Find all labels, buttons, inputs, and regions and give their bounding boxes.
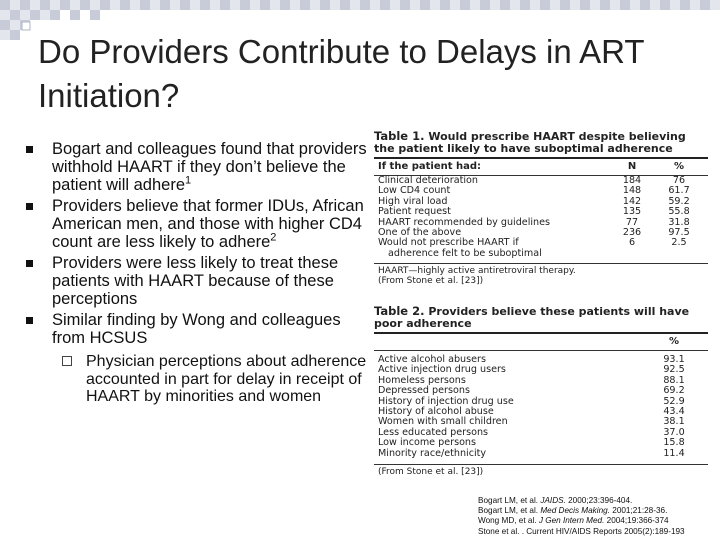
- table-cell: 59.2: [668, 195, 690, 207]
- table-cell: Homeless persons: [378, 374, 466, 386]
- square-bullet-icon: [26, 317, 33, 324]
- table-footnote: [374, 264, 708, 288]
- reference-citation: 2000;23:396-404.: [565, 496, 633, 505]
- table-cell: HAART recommended by guidelines: [378, 216, 551, 228]
- table-cell: Minority race/ethnicity: [378, 447, 487, 459]
- table-cell: 92.5: [663, 364, 685, 376]
- column-header: %: [673, 161, 685, 172]
- table-caption: [374, 130, 708, 155]
- bullet-list: [24, 140, 374, 406]
- square-bullet-icon: [26, 146, 33, 153]
- table-cell: 135: [622, 206, 642, 218]
- bullet-text: Similar finding by Wong and colleagues from HCSUS: [52, 311, 341, 347]
- footnote-ref: 1: [185, 174, 192, 187]
- square-bullet-icon: [26, 203, 33, 210]
- table-cell: 37.0: [663, 426, 685, 438]
- table-cell: Depressed persons: [378, 385, 470, 397]
- reference-item: [478, 506, 716, 516]
- column-header: N: [627, 161, 637, 172]
- table-caption: [374, 305, 708, 330]
- table-cell: 11.4: [663, 447, 685, 459]
- column-header: [378, 336, 644, 347]
- reference-item: [478, 496, 716, 506]
- table-header: [374, 159, 708, 173]
- table-cell: Would not prescribe HAART if: [378, 237, 519, 249]
- table-cell: One of the above: [378, 227, 462, 239]
- table-header: [374, 334, 708, 348]
- table-cell: Clinical deterioration: [378, 175, 478, 186]
- table-row: [374, 249, 708, 259]
- table-cell: [654, 249, 704, 259]
- table-cell: 55.8: [668, 206, 690, 218]
- square-bullet-icon: [26, 260, 33, 267]
- table-cell: 76: [672, 175, 686, 186]
- footnote-source: (From Stone et al. [23]): [378, 276, 484, 287]
- table-cell: High viral load: [378, 195, 448, 207]
- table-cell: 184: [622, 175, 642, 186]
- table-cell: Low income persons: [378, 437, 477, 449]
- reference-journal: JAIDS.: [540, 496, 566, 505]
- table-cell: 31.8: [668, 216, 690, 228]
- table-cell: 142: [622, 195, 642, 207]
- table-cell: Less educated persons: [378, 426, 489, 438]
- slide-title: Do Providers Contribute to Delays in ART Initiation?: [38, 33, 644, 114]
- column-header: If the patient had:: [378, 161, 482, 172]
- table-cell: Active injection drug users: [378, 364, 506, 376]
- table-cell: Active alcohol abusers: [378, 354, 486, 365]
- table-cell: 148: [622, 185, 642, 197]
- table-cell: 88.1: [663, 374, 685, 386]
- table-cell: 43.4: [663, 406, 685, 418]
- column-header: %: [668, 336, 680, 347]
- reference-citation: 2004;19:366-374: [604, 516, 669, 526]
- bullet-text: Providers were less likely to treat these patients with HAART because of these perceptions: [52, 254, 339, 308]
- reference-item: [478, 516, 716, 526]
- table-cell: 236: [622, 227, 642, 239]
- table-cell: 69.2: [663, 385, 685, 397]
- table-1: [374, 130, 708, 298]
- table-caption-text: Providers believe these patients will have poor adherence: [374, 305, 690, 330]
- table-number: Table 1.: [374, 129, 425, 143]
- bullet-text: Providers believe that former IDUs, African American men, and those with higher CD4 count are less likely to adhere: [52, 197, 364, 251]
- table-cell: 6: [628, 237, 636, 249]
- table-caption-text: Would prescribe HAART despite believing the patient likely to have suboptimal adherence: [374, 130, 686, 155]
- table-number: Table 2.: [374, 304, 425, 318]
- reference-item: [478, 527, 716, 537]
- table-cell: 61.7: [668, 185, 690, 197]
- table-cell: adherence felt to be suboptimal: [388, 247, 542, 259]
- table-cell: [610, 249, 654, 259]
- table-cell: 93.1: [663, 354, 685, 365]
- reference-authors: Wong MD, et al.: [478, 516, 539, 526]
- table-cell: Women with small children: [378, 416, 508, 428]
- table-cell: 77: [625, 216, 639, 228]
- references: [478, 496, 716, 537]
- reference-authors: Bogart LM, et al.: [478, 506, 541, 516]
- table-cell: History of alcohol abuse: [378, 406, 494, 418]
- sub-bullet-item: [24, 353, 374, 406]
- table-cell: Low CD4 count: [378, 185, 451, 197]
- bullet-item: [24, 140, 374, 194]
- bullet-text: Bogart and colleagues found that providers withhold HAART if they don’t believe the patient will adhere: [52, 140, 367, 194]
- table-cell: 38.1: [663, 416, 685, 428]
- reference-authors: Bogart LM, et al.: [478, 496, 541, 505]
- reference-journal: Med Decis Making.: [540, 506, 610, 516]
- reference-journal: J Gen Intern Med.: [538, 516, 605, 526]
- bullet-item: [24, 254, 374, 308]
- table-cell: 52.9: [663, 395, 685, 407]
- hollow-square-bullet-icon: [62, 356, 72, 366]
- table-footnote: (From Stone et al. [23]): [378, 467, 484, 478]
- footnote-abbrev: HAART—highly active antiretroviral therapy.: [378, 266, 576, 277]
- table-cell: 97.5: [668, 227, 690, 239]
- bullet-item: [24, 197, 374, 251]
- bullet-item: [24, 311, 374, 347]
- sub-bullet-text: Physician perceptions about adherence accounted in part for delay in receipt of HAART by minorities and women: [86, 353, 367, 405]
- table-cell: History of injection drug use: [378, 395, 514, 407]
- footnote-ref: 2: [270, 231, 277, 244]
- table-rule: [374, 350, 708, 351]
- table-2: [374, 305, 708, 480]
- table-cell: 2.5: [671, 237, 687, 249]
- table-cell: Patient request: [378, 206, 451, 218]
- reference-citation: 2001;21:28-36.: [609, 506, 668, 516]
- reference-authors: Stone et al. . Current HIV/AIDS Reports 2005(2):189-193: [478, 526, 685, 536]
- table-cell: 15.8: [663, 437, 685, 449]
- table-row: [374, 449, 708, 459]
